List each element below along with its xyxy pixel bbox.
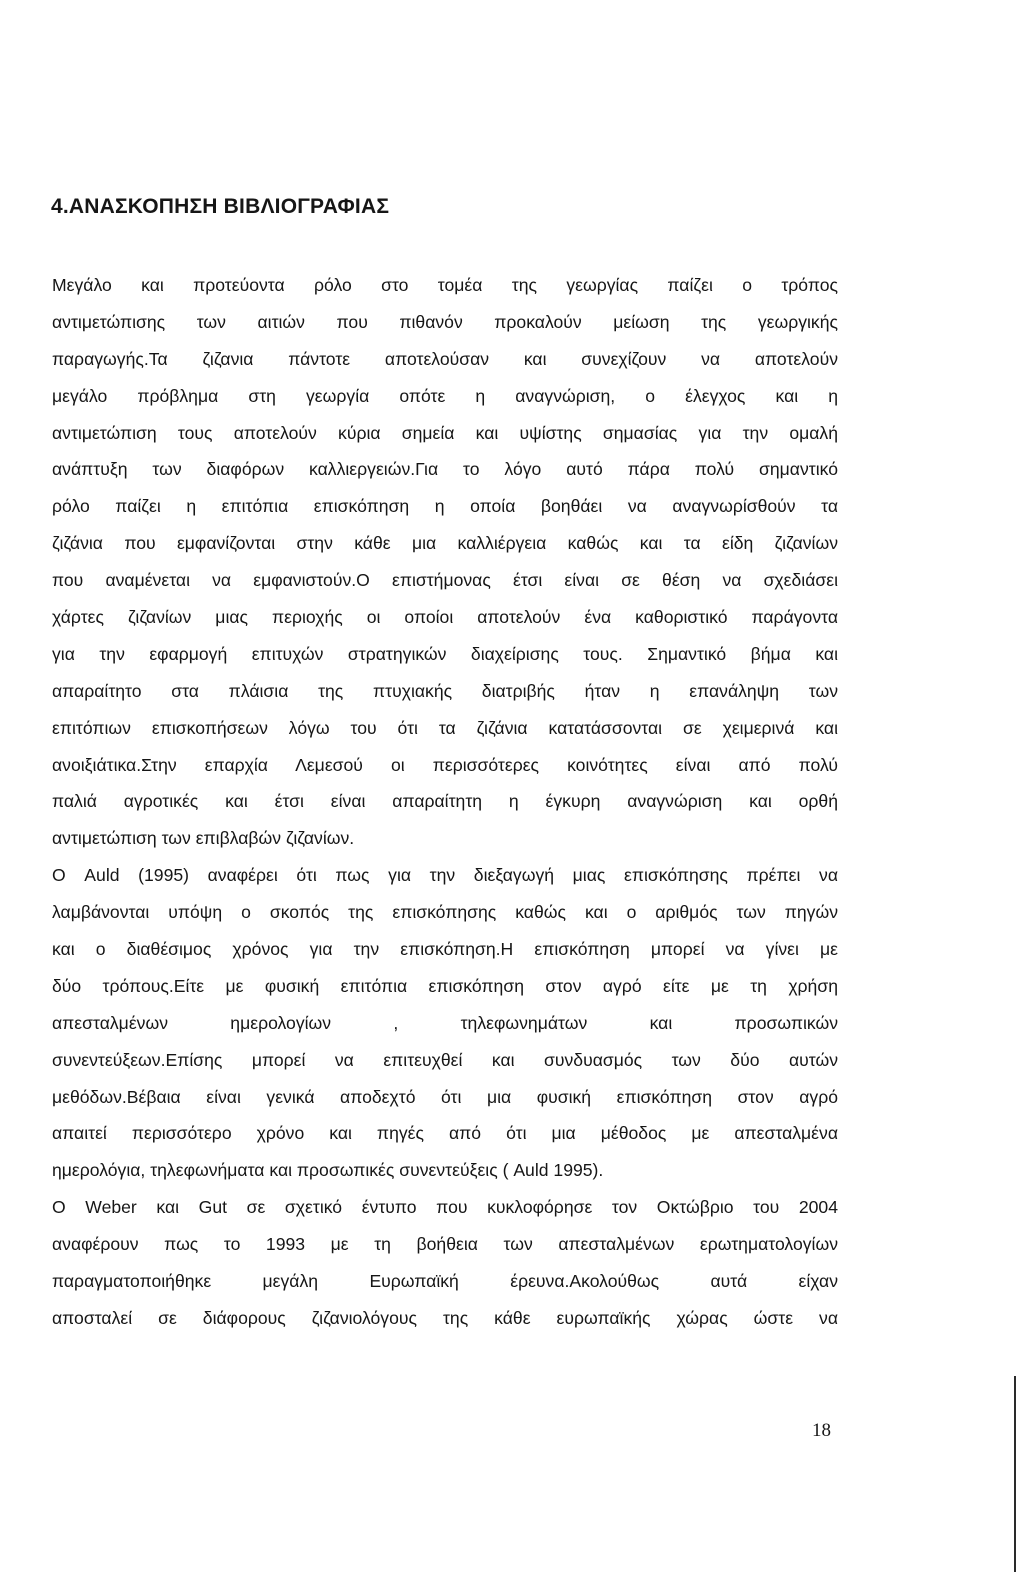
text-line: αντιμετώπιση τους αποτελούν κύρια σημεία και υψίστης σημασίας για την ομαλή [52,422,838,443]
text-line: ανοιξιάτικα.Στην επαρχία Λεμεσού οι περισσότερες κοινότητες είναι από πολύ [52,754,838,775]
text-line: ζιζάνια που εμφανίζονται στην κάθε μια καλλιέργεια καθώς και τα είδη ζιζανίων [52,533,838,554]
text-line: μεθόδων.Βέβαια είναι γενικά αποδεχτό ότι μια φυσική επισκόπηση στον αγρό [52,1086,838,1107]
text-line: χάρτες ζιζανίων μιας περιοχής οι οποίοι αποτελούν ένα καθοριστικό παράγοντα [52,607,838,628]
text-line: αντιμετώπιση των επιβλαβών ζιζανίων. [52,828,355,849]
text-line: παραγωγής.Τα ζιζανια πάντοτε αποτελούσαν και συνεχίζουν να αποτελούν [52,348,838,369]
text-line: απαραίτητο στα πλάισια της πτυχιακής διατριβής ήταν η επανάληψη των [52,680,838,701]
text-line: συνεντεύξεων.Επίσης μπορεί να επιτευχθεί και συνδυασμός των δύο αυτών [52,1049,838,1070]
page-number: 18 [812,1420,831,1441]
text-line: για την εφαρμογή επιτυχών στρατηγικών διαχείρισης τους. Σημαντικό βήμα και [52,643,838,664]
text-line: λαμβάνονται υπόψη ο σκοπός της επισκόπησης καθώς και ο αριθμός των πηγών [52,902,838,923]
text-line: ημερολόγια, τηλεφωνήματα και προσωπικές συνεντεύξεις ( Auld 1995). [52,1160,604,1181]
text-line: αποσταλεί σε διάφορους ζιζανιολόγους της κάθε ευρωπαϊκής χώρας ώστε να [52,1307,838,1328]
body-text [52,267,838,1337]
scan-edge-line [1014,1376,1016,1572]
text-line: ρόλο παίζει η επιτόπια επισκόπηση η οποία βοηθάει να αναγνωρίσθούν τα [52,496,838,517]
section-heading: 4.ΑΝΑΣΚΟΠΗΣΗ ΒΙΒΛΙΟΓΡΑΦΙΑΣ [51,195,390,218]
text-line: ανάπτυξη των διαφόρων καλλιεργειών.Για το λόγο αυτό πάρα πολύ σημαντικό [52,459,838,480]
text-line: επιτόπιων επισκοπήσεων λόγω του ότι τα ζιζάνια κατατάσσονται σε χειμερινά και [52,717,838,738]
text-line: μεγάλο πρόβλημα στη γεωργία οπότε η αναγνώριση, ο έλεγχος και η [52,385,838,406]
text-line: Ο Weber και Gut σε σχετικό έντυπο που κυκλοφόρησε τον Οκτώβριο του 2004 [52,1197,838,1218]
text-line: απαιτεί περισσότερο χρόνο και πηγές από ότι μια μέθοδος με απεσταλμένα [52,1123,838,1144]
text-line: Ο Auld (1995) αναφέρει ότι πως για την διεξαγωγή μιας επισκόπησης πρέπει να [52,865,838,886]
text-line: που αναμένεται να εμφανιστούν.Ο επιστήμονας έτσι είναι σε θέση να σχεδιάσει [52,570,838,591]
text-line: παραγματοποιήθηκε μεγάλη Ευρωπαϊκή έρευνα.Ακολούθως αυτά είχαν [52,1271,838,1292]
text-line: παλιά αγροτικές και έτσι είναι απαραίτητη η έγκυρη αναγνώριση και ορθή [52,791,838,812]
text-line: δύο τρόπους.Είτε με φυσική επιτόπια επισκόπηση στον αγρό είτε με τη χρήση [52,975,838,996]
text-line: και ο διαθέσιμος χρόνος για την επισκόπηση.Η επισκόπηση μπορεί να γίνει με [52,939,838,960]
text-line: αναφέρουν πως το 1993 με τη βοήθεια των απεσταλμένων ερωτηματολογίων [52,1234,838,1255]
text-line: αντιμετώπισης των αιτιών που πιθανόν προκαλούν μείωση της γεωργικής [52,311,838,332]
text-line: Μεγάλο και προτεύοντα ρόλο στο τομέα της γεωργίας παίζει ο τρόπος [52,275,838,295]
text-line: απεσταλμένων ημερολογίων , τηλεφωνημάτων και προσωπικών [52,1012,838,1033]
